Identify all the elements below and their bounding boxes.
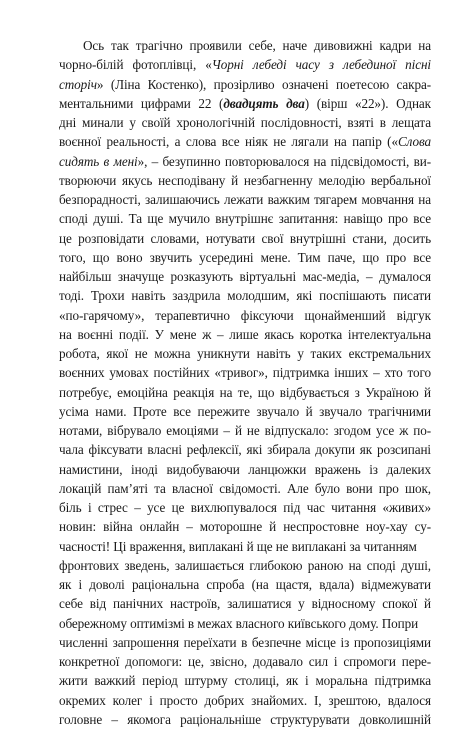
text-line (59, 440, 431, 459)
text-line (59, 421, 431, 440)
text-segment: як і доволі раціональна спроба (на щастя, вдала) відмежувати (59, 577, 431, 592)
text-segment: безпорадності, залишаючись лежати важким тягарем мовчання на (59, 192, 431, 207)
text-segment: на воєнні події. У мене ж – лише якась коротка інтелектуальна (59, 326, 431, 342)
text-segment: Ось так трагічно проявили себе, наче дивовижні кадри на (83, 38, 431, 53)
text-segment: нотами, вібрувало емоціями – й не відпускало: згодом усе ж по- (59, 423, 431, 438)
text-line (59, 383, 431, 402)
text-line (59, 652, 431, 671)
text-segment: новин: війна онлайн – моторошне й неспростовне ноу-хау су- (59, 519, 431, 535)
text-segment: головне – якомога раціональніше структурувати довколишній (59, 711, 431, 727)
text-line (59, 267, 431, 286)
text-segment: це розповідати словами, нотувати свої внутрішні стани, досить (59, 230, 431, 246)
text-segment: найбільш значуще розказують віртуальні мас-медіа, – думалося (59, 269, 431, 284)
text-line (59, 594, 431, 613)
text-line (59, 575, 431, 594)
text-line (59, 325, 431, 344)
text-line (59, 556, 431, 575)
text-segment: жити важкий період штурму столиці, як і моральна підтримка (59, 673, 431, 689)
text-line (59, 94, 431, 113)
text-segment: », – безупинно повторювалося на підсвідомості, ви- (137, 153, 431, 169)
text-segment: потребує, емоційна реакція на те, що відбувається з Україною й (59, 384, 431, 400)
text-segment: творюючи якусь несподівану й незбагненну мелодію вербальної (59, 172, 431, 188)
text-line (59, 209, 431, 228)
text-line (59, 614, 431, 633)
text-segment: локацій пам’яті та власної свідомості. Але було вони про шок, (59, 480, 431, 496)
text-segment: дні минали у своїй хронологічній послідовності, взяті в лещата (59, 115, 431, 130)
text-line (59, 306, 431, 325)
text-segment: окремих колег і просто добрих знайомих. І, зрештою, вдалося (59, 692, 431, 708)
text-segment: тоді. Трохи навіть заздрила молодшим, які поспішають писати (59, 288, 431, 304)
text-line (59, 460, 431, 479)
text-line (59, 286, 431, 305)
text-line (59, 479, 431, 498)
text-line (59, 229, 431, 248)
text-segment: біль і стрес – усе це вихлюпувалося під час читання «живих» (59, 500, 431, 515)
text-line (59, 402, 431, 421)
text-line (59, 344, 431, 363)
emphasized-text: Чорні лебеді часу з лебединої пісні (211, 57, 431, 73)
text-segment: чорно-білій фотоплівці, « (59, 57, 212, 73)
text-line (59, 671, 431, 690)
text-line (59, 113, 431, 132)
emphasized-text: двадцять два (223, 95, 305, 111)
text-segment: конкретної допомоги: це, звісно, додавало сил і спромоги пере- (59, 654, 431, 669)
text-segment: воєнних умовах постійних «тривог», підтримка інших – хто того (59, 365, 431, 381)
text-segment: фронтових зведень, залишається глибокою раною на споді душі, (59, 557, 431, 573)
emphasized-text: сидять в мені (59, 153, 138, 169)
text-segment: ) (вірш «22»). Однак (304, 95, 431, 111)
text-segment: часності! Ці враження, виплакані й ще не виплакані за читанням (59, 538, 417, 554)
text-line (59, 363, 431, 382)
text-segment: усіма нами. Проте все пережите звучало й звучало трагічними (59, 403, 431, 419)
text-line (59, 152, 431, 171)
text-segment: воєнної реальності, а слова все ніяк не лягали на папір (« (59, 134, 398, 150)
text-segment: чала фіксувати власні рефлексії, які збирала докупи як розсипані (59, 442, 431, 458)
text-segment: » (Ліна Костенко), прозірливо означені поетесою сакра- (96, 76, 431, 92)
body-paragraph (59, 36, 431, 729)
text-line (59, 710, 431, 729)
emphasized-text: Слова (397, 134, 431, 150)
text-line (59, 55, 431, 74)
text-segment: численні запрошення переїхати в безпечне місце із пропозиціями (59, 634, 431, 650)
text-segment: робота, якої не можна уникнути навіть у таких екстремальних (59, 346, 431, 361)
text-line (59, 498, 431, 517)
text-segment: себе від панічних настроїв, залишатися у відносному спокої й (59, 596, 431, 612)
text-line (59, 132, 431, 151)
text-line (59, 75, 431, 94)
text-segment: обережному оптимізмі в межах власного київського дому. Попри (59, 615, 419, 631)
emphasized-text: сторіч (59, 76, 97, 92)
text-segment: ментальними цифрами 22 ( (59, 95, 224, 111)
text-line (59, 171, 431, 190)
text-segment: намистини, іноді видобуваючи ланцюжки вражень із далеких (59, 461, 431, 477)
text-line (59, 517, 431, 536)
text-segment: того, що воно звучить усередині мене. Тим паче, що про все (59, 249, 431, 265)
text-line (59, 190, 431, 209)
text-line (59, 248, 431, 267)
text-line (59, 633, 431, 652)
text-segment: «по-гарячому», терапевтично фіксуючи щонайменший відгук (59, 307, 431, 323)
text-line (59, 691, 431, 710)
text-line (59, 537, 431, 556)
text-line (59, 36, 431, 55)
text-segment: споді душі. Та ще мучило внутрішнє запитання: навіщо про все (59, 211, 431, 227)
